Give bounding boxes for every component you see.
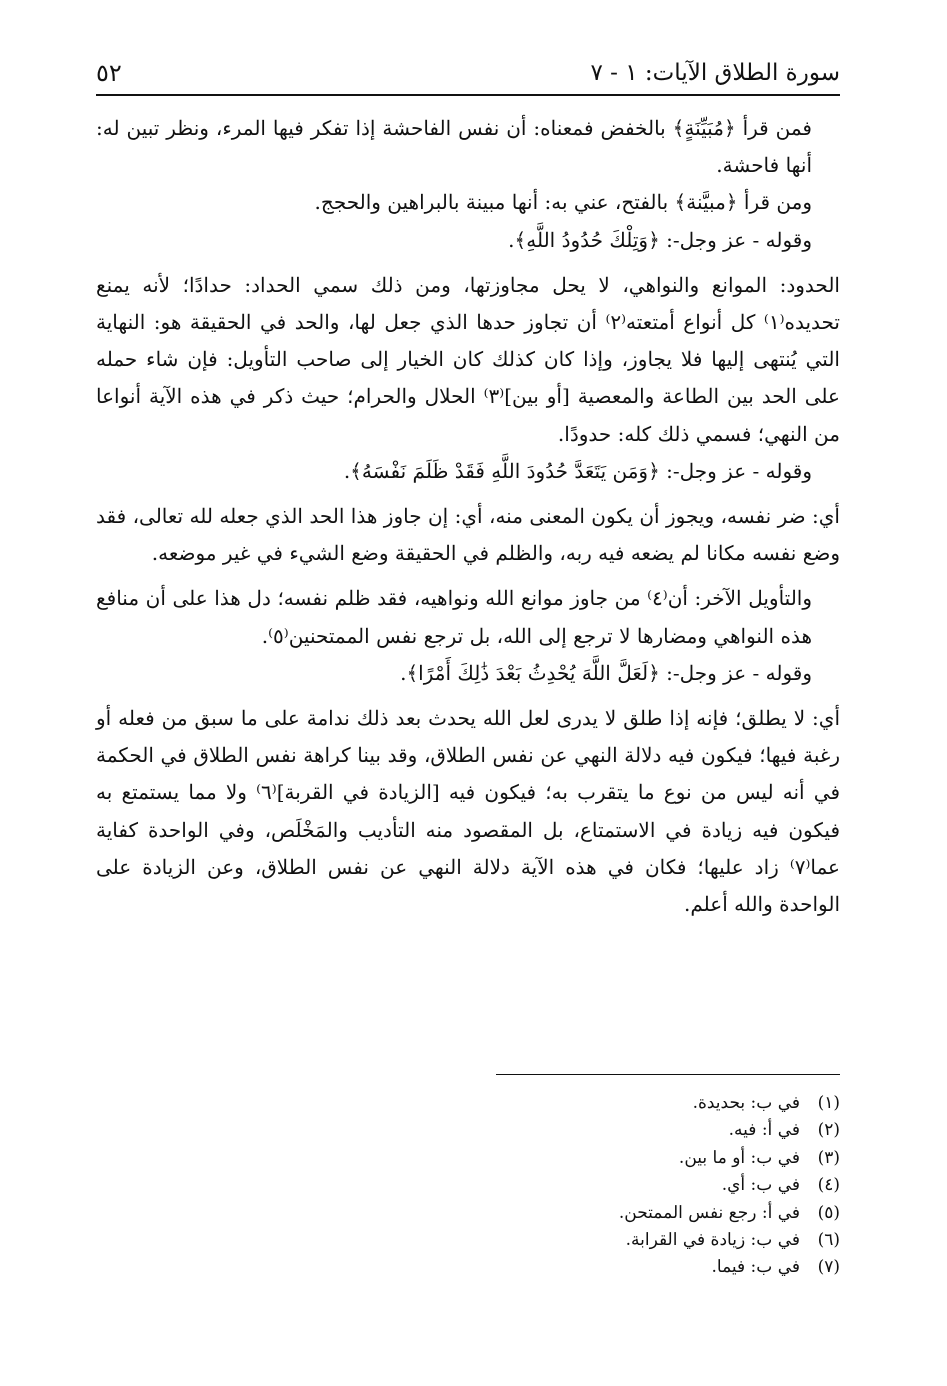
footnote xyxy=(440,1172,840,1199)
footnote-number: (٤) xyxy=(817,1175,840,1196)
footnote-number: (٧) xyxy=(817,1257,840,1278)
footnote-number: (٢) xyxy=(817,1120,840,1141)
footnote-number: (٦) xyxy=(817,1230,840,1251)
footnote-text: في ب: فيما. xyxy=(711,1257,800,1278)
footnote-text: في ب: زيادة في القرابة. xyxy=(625,1230,800,1251)
footnote-separator xyxy=(496,1074,840,1075)
paragraph: أي: ضر نفسه، ويجوز أن يكون المعنى منه، أي: إن جاوز هذا الحد الذي جعله لله تعالى، فقد وضع نفسه مكانا لم يضعه فيه ربه، والظلم في الحقيقة وضع الشيء في غير موضعه. xyxy=(96,504,840,566)
paragraph: فمن قرأ ﴿مُبَيِّنَةٍ﴾ بالخفض فمعناه: أن نفس الفاحشة إذا تفكر فيها المرء، ونظر تبين له: أنها فاحشة. xyxy=(96,116,812,178)
chapter-title: سورة الطلاق الآيات: ١ - ٧ xyxy=(590,60,840,86)
paragraph: أي: لا يطلق؛ فإنه إذا طلق لا يدرى لعل الله يحدث بعد ذلك ندامة على ما سبق من فعله أو رغبة فيها؛ فيكون فيه دلالة النهي عن نفس الطلاق، وقد بينا كراهة نفس الطلاق في الحكمة في أنه ليس من نوع ما يتقرب به؛ فيكون فيه [الزيادة في القربة]⁽٦⁾ ولا مما يستمتع به فيكون فيه زيادة في الاستمتاع، بل المقصود منه التأديب والمَخْلَص، وفي الواحدة كفاية عما⁽٧⁾ زاد عليها؛ فكان في هذه الآية دلالة النهي عن نفس الطلاق، وعن الزيادة على الواحدة والله أعلم. xyxy=(96,706,840,917)
paragraph: وقوله - عز وجل-: ﴿لَعَلَّ اللَّهَ يُحْدِثُ بَعْدَ ذَٰلِكَ أَمْرًا﴾. xyxy=(400,660,812,685)
paragraph: ومن قرأ ﴿مبيَّنة﴾ بالفتح، عني به: أنها مبينة بالبراهين والحجج. xyxy=(314,190,812,215)
footnote xyxy=(440,1090,840,1117)
footnote-number: (١) xyxy=(817,1093,840,1113)
running-header xyxy=(96,52,840,96)
paragraph: وقوله - عز وجل-: ﴿وَمَن يَتَعَدَّ حُدُودَ اللَّهِ فَقَدْ ظَلَمَ نَفْسَهُ﴾. xyxy=(343,458,812,483)
footnotes xyxy=(440,1090,840,1282)
main-text xyxy=(96,110,840,923)
footnote xyxy=(440,1200,840,1227)
footnote-number: (٣) xyxy=(817,1147,840,1168)
footnote-text: في ب: بحديدة. xyxy=(692,1093,800,1113)
footnote xyxy=(440,1117,840,1144)
footnote xyxy=(440,1145,840,1172)
page-number: ٥٢ xyxy=(96,59,122,87)
footnote-text: في أ: رجع نفس الممتحن. xyxy=(618,1202,800,1223)
footnote-text: في أ: فيه. xyxy=(728,1120,800,1141)
paragraph: والتأويل الآخر: أن⁽٤⁾ من جاوز موانع الله ونواهيه، فقد ظلم نفسه؛ دل هذا على أن منافع هذه النواهي ومضارها لا ترجع إلى الله، بل ترجع نفس الممتحنين⁽٥⁾. xyxy=(96,586,813,648)
footnote-text: في ب: أو ما بين. xyxy=(678,1147,800,1168)
footnote-number: (٥) xyxy=(817,1202,840,1223)
footnote xyxy=(440,1254,840,1281)
paragraph: الحدود: الموانع والنواهي، لا يحل مجاوزتها، ومن ذلك سمي الحداد: حدادًا؛ لأنه يمنع تحديده⁽١⁾ كل أنواع أمتعته⁽٢⁾ أن تجاوز حدها الذي جعل لها، والحد في الحقيقة هو: النهاية التي يُنتهى إليها فلا يجاوز، وإذا كان كذلك كان الخيار إلى صاحب التأويل: فإن شاء حمله على الحد بين الطاعة والمعصية [أو بين]⁽٣⁾ الحلال والحرام؛ حيث ذكر في هذه الآية أنواعا من النهي؛ فسمي ذلك كله: حدودًا. xyxy=(96,272,840,446)
paragraph: وقوله - عز وجل-: ﴿وَتِلْكَ حُدُودُ اللَّهِ﴾. xyxy=(508,227,812,252)
footnote xyxy=(440,1227,840,1254)
footnote-text: في ب: أي. xyxy=(721,1175,800,1196)
